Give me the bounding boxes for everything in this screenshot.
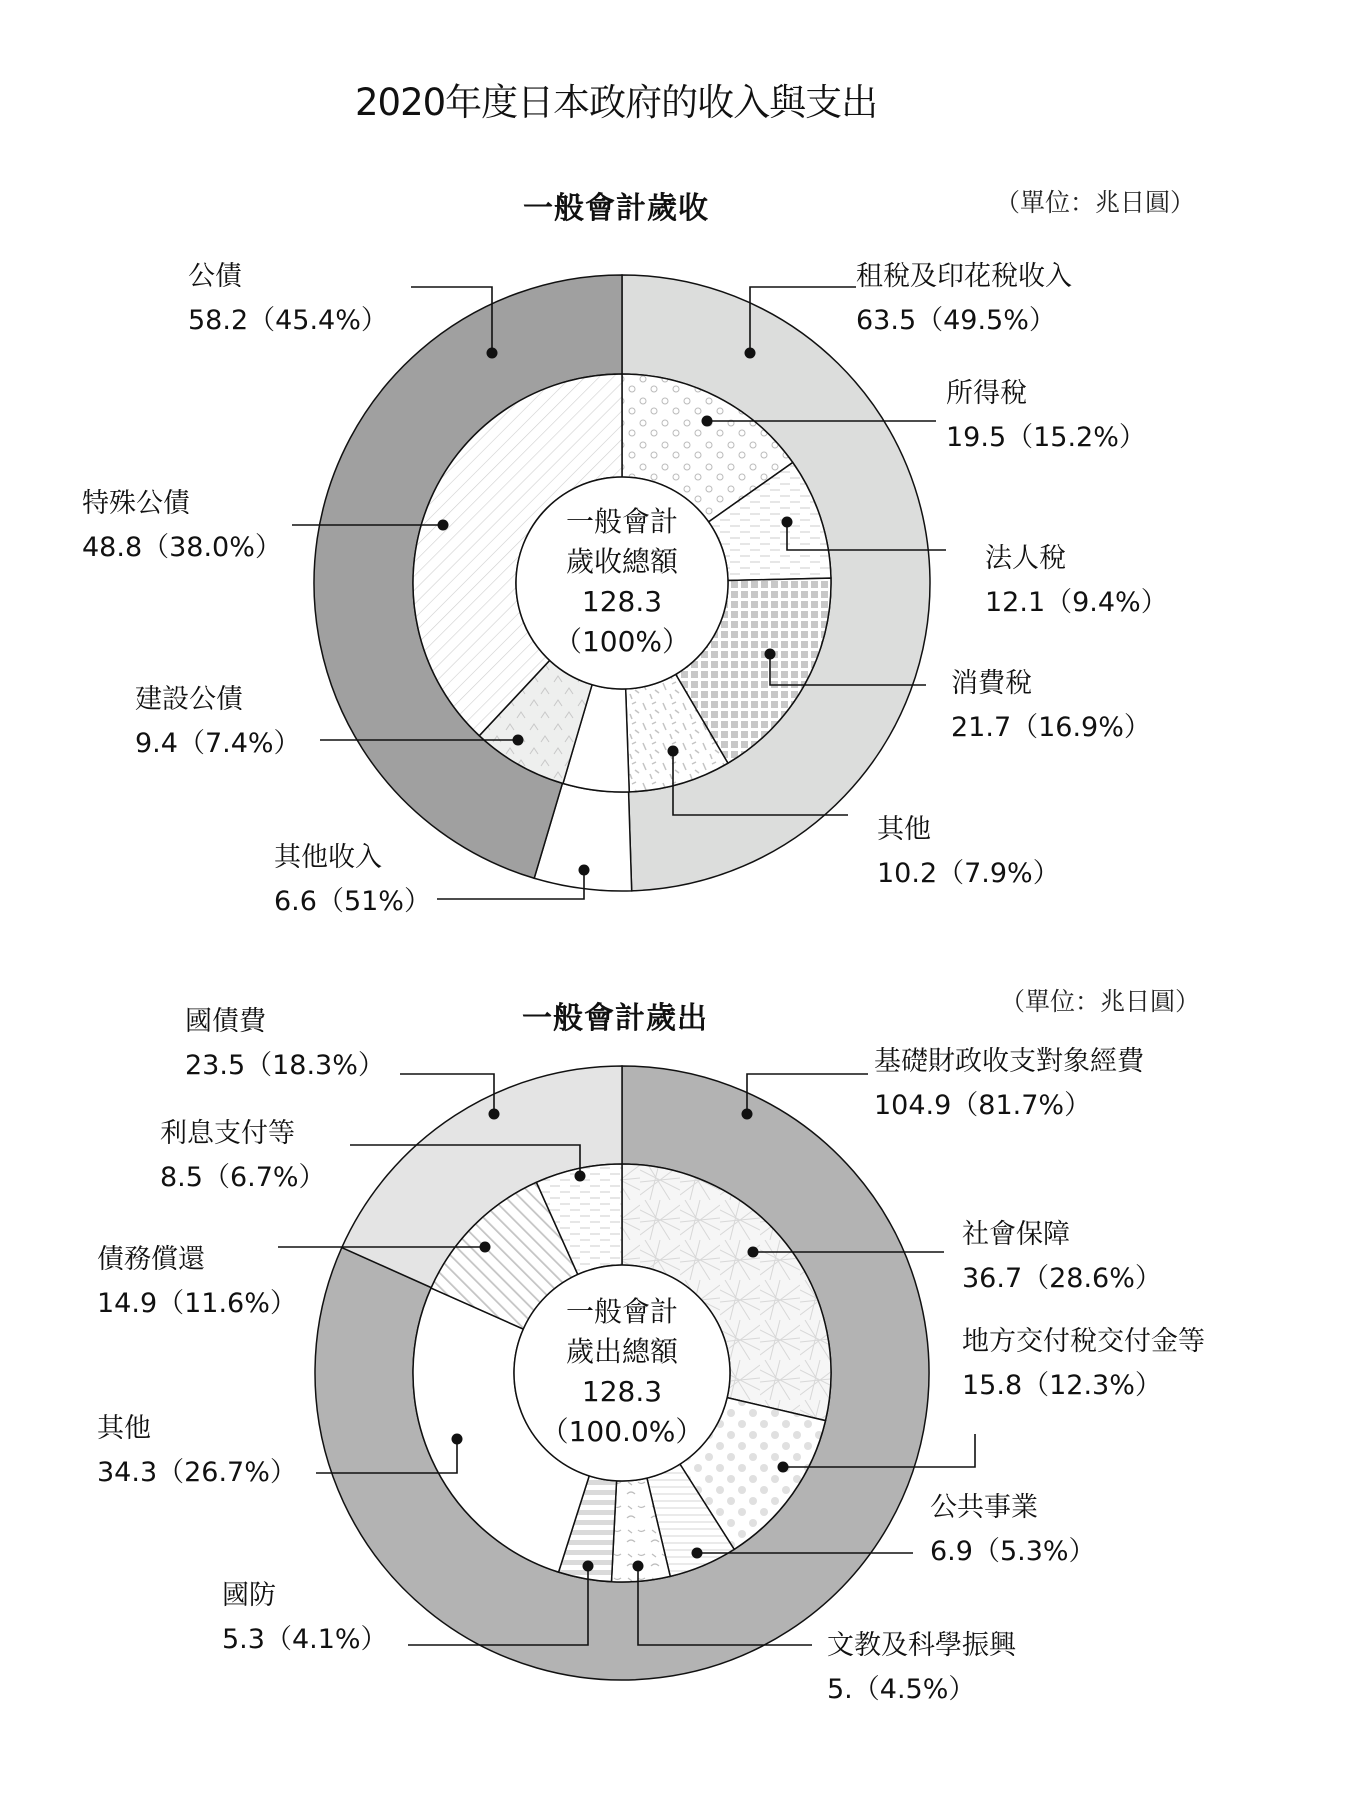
- label-income-tax: 所得稅 19.5（15.2%）: [946, 378, 1146, 453]
- label-debt-service: 國債費 23.5（18.3%）: [185, 1006, 385, 1081]
- label-interest: 利息支付等 8.5（6.7%）: [160, 1118, 326, 1193]
- label-other-exp: 其他 34.3（26.7%）: [97, 1413, 297, 1488]
- expenditure-center-line1: 一般會計: [565, 1295, 678, 1328]
- expenditure-center-line2: 歲出總額: [565, 1335, 678, 1368]
- label-construction-bonds: 建設公債 9.4（7.4%）: [135, 684, 301, 759]
- expenditure-unit: （單位：兆日圓）: [1000, 987, 1201, 1016]
- label-bonds: 公債 58.2（45.4%）: [188, 261, 388, 336]
- label-defense: 國防 5.3（4.1%）: [222, 1580, 388, 1655]
- revenue-heading: 一般會計歲收: [523, 191, 709, 226]
- label-tax-stamp: 租稅及印花稅收入 63.5（49.5%）: [856, 261, 1072, 336]
- label-primary: 基礎財政收支對象經費 104.9（81.7%）: [874, 1046, 1144, 1121]
- label-social: 社會保障 36.7（28.6%）: [962, 1219, 1162, 1294]
- revenue-center-total: [512, 502, 732, 662]
- page-title: 2020年度日本政府的收入與支出: [355, 81, 878, 124]
- revenue-center-line1: 一般會計: [565, 505, 678, 538]
- revenue-unit: （單位：兆日圓）: [995, 188, 1196, 217]
- label-consumption-tax: 消費稅 21.7（16.9%）: [951, 668, 1151, 743]
- revenue-center-percent: （100%）: [553, 625, 691, 658]
- label-other-tax: 其他 10.2（7.9%）: [877, 814, 1060, 889]
- label-local: 地方交付稅交付金等 15.8（12.3%）: [962, 1326, 1205, 1401]
- label-public-works: 公共事業 6.9（5.3%）: [930, 1492, 1096, 1567]
- label-redemption: 債務償還 14.9（11.6%）: [97, 1244, 297, 1319]
- expenditure-center-total: [512, 1292, 732, 1452]
- expenditure-center-percent: （100.0%）: [540, 1415, 704, 1448]
- expenditure-center-value: 128.3: [581, 1375, 663, 1408]
- label-corporate-tax: 法人稅 12.1（9.4%）: [985, 543, 1168, 618]
- expenditure-heading: 一般會計歲出: [522, 1001, 708, 1036]
- label-other-income: 其他收入 6.6（51%）: [274, 842, 431, 917]
- revenue-center-value: 128.3: [581, 585, 663, 618]
- label-special-bonds: 特殊公債 48.8（38.0%）: [82, 488, 282, 563]
- label-education: 文教及科學振興 5.（4.5%）: [827, 1630, 1016, 1705]
- revenue-center-line2: 歲收總額: [565, 545, 678, 578]
